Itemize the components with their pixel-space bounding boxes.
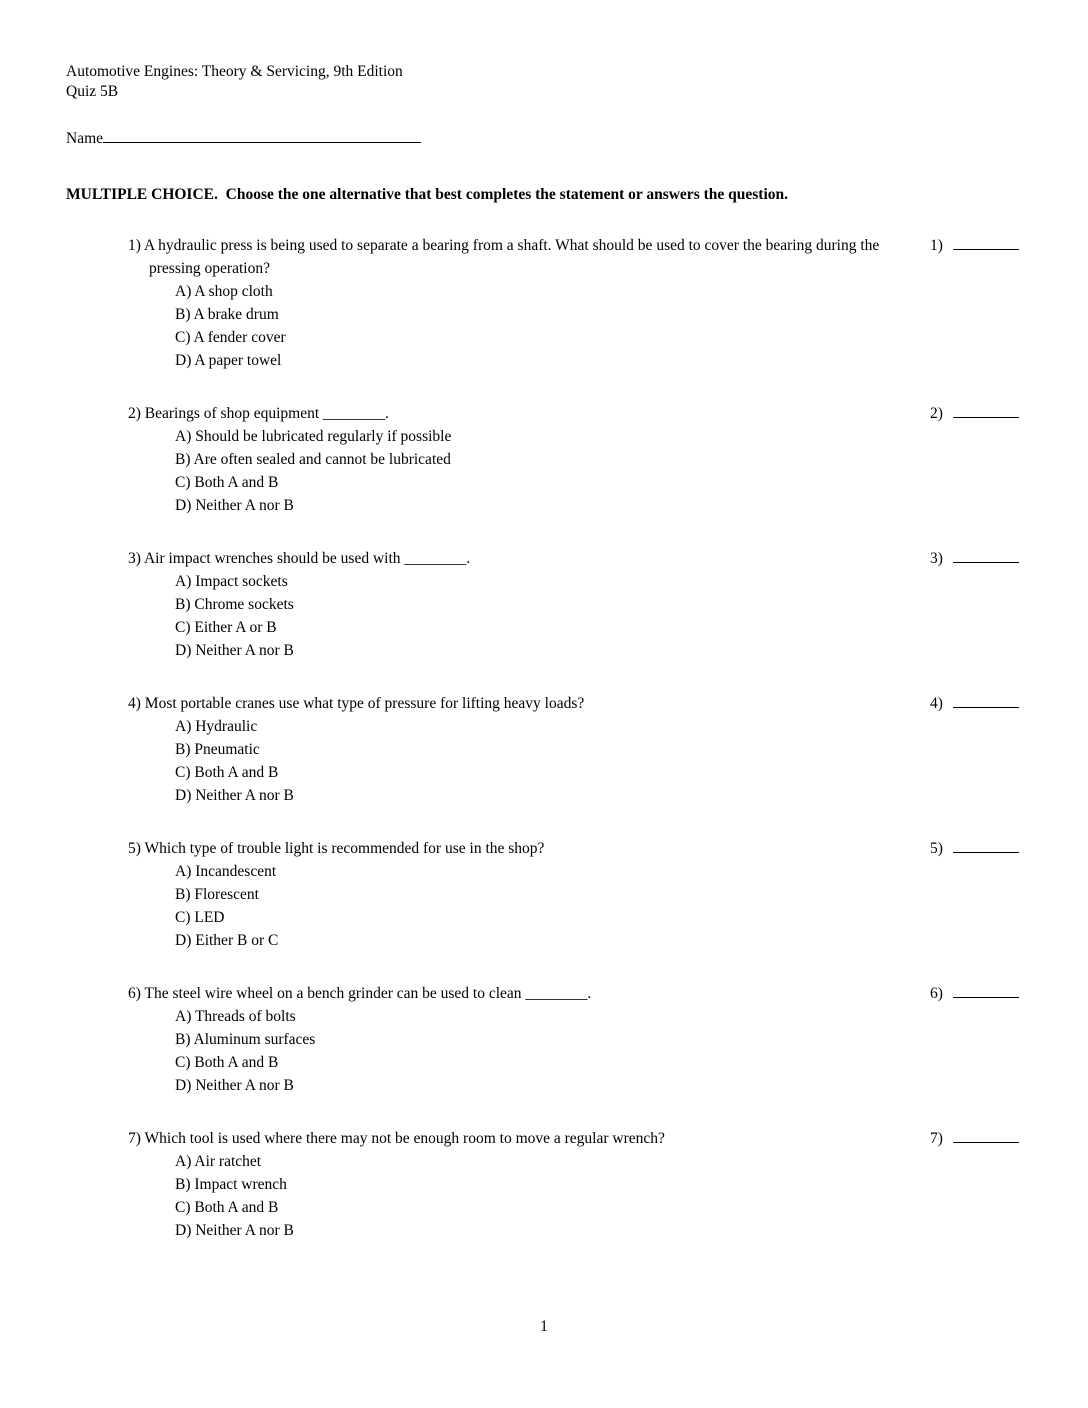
question-block (128, 234, 1024, 372)
answer-number: 4) (930, 695, 943, 712)
question-number: 2) (128, 405, 141, 422)
question-statement: Which type of trouble light is recommended for use in the shop? (144, 840, 545, 857)
answer-blank[interactable] (953, 403, 1019, 418)
option: D) A paper towel (175, 352, 282, 369)
option: A) Threads of bolts (175, 1008, 296, 1025)
option: B) Pneumatic (175, 741, 260, 758)
answer-number: 2) (930, 405, 943, 422)
answer-slot (930, 234, 1019, 257)
option: C) Either A or B (175, 619, 277, 636)
question-text (128, 402, 923, 425)
answer-number: 3) (930, 550, 943, 567)
options-list (175, 280, 1024, 372)
option: A) Impact sockets (175, 573, 288, 590)
name-row (66, 128, 1024, 148)
document-header (66, 62, 1024, 102)
option: B) Impact wrench (175, 1176, 287, 1193)
answer-slot (930, 692, 1019, 715)
question-number: 7) (128, 1130, 141, 1147)
instructions-line: MULTIPLE CHOICE. Choose the one alternative that best completes the statement or answers the question. (66, 186, 788, 203)
question-block (128, 982, 1024, 1097)
option: B) Chrome sockets (175, 596, 294, 613)
question-text (128, 982, 923, 1005)
answer-slot (930, 1127, 1019, 1150)
option: B) A brake drum (175, 306, 279, 323)
option: C) Both A and B (175, 764, 279, 781)
option: B) Are often sealed and cannot be lubricated (175, 451, 451, 468)
question-block (128, 547, 1024, 662)
option: D) Neither A nor B (175, 1222, 294, 1239)
answer-number: 1) (930, 237, 943, 254)
options-list (175, 1005, 1024, 1097)
option: C) A fender cover (175, 329, 286, 346)
question-statement: Most portable cranes use what type of pressure for lifting heavy loads? (144, 695, 585, 712)
option: D) Neither A nor B (175, 1077, 294, 1094)
question-block (128, 1127, 1024, 1242)
question-text (128, 692, 923, 715)
option: D) Neither A nor B (175, 787, 294, 804)
question-statement: Which tool is used where there may not be enough room to move a regular wrench? (144, 1130, 665, 1147)
option: B) Aluminum surfaces (175, 1031, 316, 1048)
options-list (175, 1150, 1024, 1242)
option: C) Both A and B (175, 1054, 279, 1071)
answer-blank[interactable] (953, 235, 1019, 250)
name-label: Name (66, 130, 104, 147)
options-list (175, 860, 1024, 952)
answer-blank[interactable] (953, 1128, 1019, 1143)
option: A) A shop cloth (175, 283, 273, 300)
question-statement: The steel wire wheel on a bench grinder can be used to clean ________. (144, 985, 592, 1002)
answer-slot (930, 402, 1019, 425)
options-list (175, 425, 1024, 517)
question-statement: A hydraulic press is being used to separate a bearing from a shaft. What should be used to cover the bearing during the pressing operation? (143, 237, 880, 277)
option: A) Air ratchet (175, 1153, 262, 1170)
options-list (175, 715, 1024, 807)
question-number: 3) (128, 550, 141, 567)
questions-list (66, 234, 1024, 1242)
option: D) Neither A nor B (175, 497, 294, 514)
quiz-number: Quiz 5B (66, 83, 119, 100)
answer-blank[interactable] (953, 693, 1019, 708)
question-number: 1) (128, 237, 141, 254)
option: D) Either B or C (175, 932, 279, 949)
page-number: 1 (540, 1318, 548, 1335)
answer-slot (930, 837, 1019, 860)
option: A) Incandescent (175, 863, 277, 880)
question-text (128, 837, 923, 860)
question-number: 6) (128, 985, 141, 1002)
question-number: 4) (128, 695, 141, 712)
answer-blank[interactable] (953, 548, 1019, 563)
question-number: 5) (128, 840, 141, 857)
question-text (128, 547, 923, 570)
answer-number: 7) (930, 1130, 943, 1147)
document-title: Automotive Engines: Theory & Servicing, 9th Edition (66, 63, 403, 80)
answer-number: 5) (930, 840, 943, 857)
answer-blank[interactable] (953, 838, 1019, 853)
page-footer (0, 1318, 1088, 1336)
question-block (128, 692, 1024, 807)
name-input-line[interactable] (103, 128, 421, 143)
option: A) Hydraulic (175, 718, 258, 735)
option: A) Should be lubricated regularly if possible (175, 428, 452, 445)
option: C) LED (175, 909, 225, 926)
question-block (128, 402, 1024, 517)
answer-blank[interactable] (953, 983, 1019, 998)
option: D) Neither A nor B (175, 642, 294, 659)
question-text (128, 1127, 923, 1150)
question-text (128, 234, 923, 280)
question-statement: Bearings of shop equipment ________. (144, 405, 389, 422)
question-block (128, 837, 1024, 952)
options-list (175, 570, 1024, 662)
answer-number: 6) (930, 985, 943, 1002)
answer-slot (930, 982, 1019, 1005)
answer-slot (930, 547, 1019, 570)
option: C) Both A and B (175, 1199, 279, 1216)
question-statement: Air impact wrenches should be used with ________. (143, 550, 471, 567)
option: C) Both A and B (175, 474, 279, 491)
option: B) Florescent (175, 886, 259, 903)
